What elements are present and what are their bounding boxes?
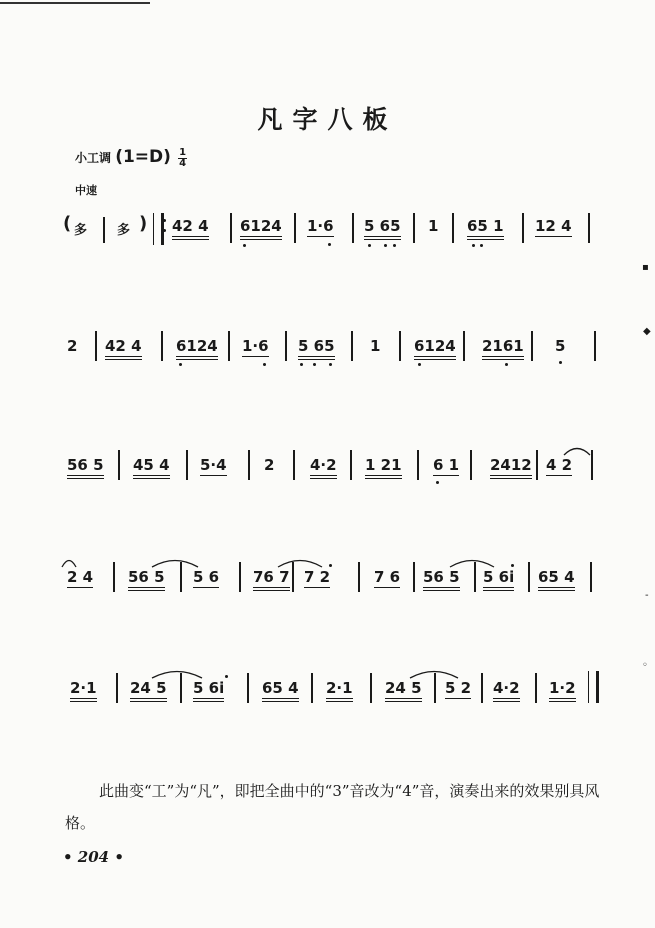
- measure: [310, 456, 337, 479]
- barline: [452, 213, 454, 243]
- octave-dot-high: [511, 564, 514, 567]
- measure-notes: 1·6: [307, 217, 334, 235]
- measure-notes: 5 65: [298, 337, 335, 360]
- octave-dot-low: [480, 244, 483, 247]
- measure-notes: 5 6i: [193, 679, 224, 702]
- octave-dot-low: [472, 244, 475, 247]
- measure: [67, 337, 77, 355]
- barline: [536, 450, 538, 480]
- measure: [414, 337, 456, 360]
- measure: [385, 679, 422, 702]
- measure-notes: 5: [555, 337, 566, 355]
- intro-paren-close: ): [139, 213, 148, 234]
- measure-notes: 6124: [414, 337, 456, 360]
- measure-notes: 56 5: [423, 568, 460, 591]
- measure: [242, 337, 269, 357]
- octave-dot-low: [300, 363, 303, 366]
- tie-slur: [448, 556, 496, 568]
- measure: [298, 337, 335, 360]
- measure-notes: 7 6: [374, 568, 401, 586]
- measure-notes: 1·2: [549, 679, 576, 702]
- barline: [113, 562, 115, 592]
- measure: [128, 568, 165, 591]
- measure: [253, 568, 290, 591]
- measure-notes: 76 7: [253, 568, 290, 591]
- margin-mark: ◦: [642, 660, 648, 671]
- tie-slur: [150, 667, 204, 679]
- intro-note: 多: [74, 223, 88, 238]
- measure: [240, 217, 282, 240]
- measure-notes: 42 4: [172, 217, 209, 240]
- intro-note: 多: [117, 223, 131, 238]
- key-sig: (1=D): [115, 147, 171, 167]
- barline: [161, 331, 163, 361]
- measure: [493, 679, 520, 702]
- measure: [490, 456, 532, 479]
- barline: [186, 450, 188, 480]
- measure: [433, 456, 459, 476]
- measure-notes: 65 1: [467, 217, 504, 240]
- measure-notes: 65 4: [262, 679, 299, 702]
- repeat-dots: [163, 215, 166, 235]
- measure-notes: 24 5: [130, 679, 167, 702]
- measure: [105, 337, 142, 360]
- measure-notes: 2 4: [67, 568, 94, 586]
- measure: [482, 337, 524, 360]
- barline: [588, 213, 590, 243]
- measure: [326, 679, 353, 702]
- octave-dot-low: [393, 244, 396, 247]
- barline: [239, 562, 241, 592]
- measure-notes: 2·1: [70, 679, 97, 702]
- barline: [116, 673, 118, 703]
- measure-notes: 4 2: [546, 456, 573, 474]
- measure-notes: 4·2: [310, 456, 337, 479]
- barline: [247, 673, 249, 703]
- tie-slur: [150, 556, 200, 568]
- barline: [470, 450, 472, 480]
- barline: [413, 213, 415, 243]
- octave-dot-high: [225, 675, 228, 678]
- octave-dot-low: [328, 243, 331, 246]
- page-number: • 204 •: [63, 848, 124, 866]
- measure: [365, 456, 402, 479]
- barline: [350, 450, 352, 480]
- final-barline: [588, 671, 599, 703]
- barline: [528, 562, 530, 592]
- measure-notes: 5 2: [445, 679, 472, 697]
- measure: [428, 217, 438, 235]
- time-denominator: 4: [179, 158, 187, 169]
- barline: [118, 450, 120, 480]
- measure: [483, 568, 514, 591]
- measure-notes: 42 4: [105, 337, 142, 360]
- measure-notes: 6 1: [433, 456, 460, 474]
- barline: [103, 217, 105, 243]
- barline: [285, 331, 287, 361]
- measure: [67, 456, 104, 479]
- barline: [294, 213, 296, 243]
- tie-slur: [408, 667, 460, 679]
- measure-notes: 24 5: [385, 679, 422, 702]
- measure: [538, 568, 575, 591]
- measure-notes: 2·1: [326, 679, 353, 702]
- octave-dot-low: [179, 363, 182, 366]
- tempo-marking: 中速: [75, 184, 97, 197]
- octave-dot-low: [505, 363, 508, 366]
- barline: [590, 562, 592, 592]
- measure-notes: 2412: [490, 456, 532, 479]
- measure-notes: 2: [67, 337, 78, 355]
- measure-notes: 7 2: [304, 568, 331, 586]
- barline: [531, 331, 533, 361]
- measure-notes: 1·6: [242, 337, 269, 355]
- barline: [228, 331, 230, 361]
- measure: [172, 217, 209, 240]
- octave-dot-high: [329, 564, 332, 567]
- measure-notes: 4·2: [493, 679, 520, 702]
- measure-notes: 2161: [482, 337, 524, 360]
- measure-notes: 1: [370, 337, 381, 355]
- measure: [549, 679, 576, 702]
- measure-notes: 6124: [240, 217, 282, 240]
- measure: [262, 679, 299, 702]
- barline: [230, 213, 232, 243]
- measure: [423, 568, 460, 591]
- octave-dot-low: [368, 244, 371, 247]
- measure: [304, 568, 330, 588]
- octave-dot-low: [243, 244, 246, 247]
- measure: [264, 456, 274, 474]
- barline: [311, 673, 313, 703]
- barline: [293, 450, 295, 480]
- tie-slur: [60, 556, 78, 568]
- octave-dot-low: [329, 363, 332, 366]
- caption-text: 此曲变“工”为“凡”，即把全曲中的“3”音改为“4”音，演奏出来的效果别具风格。: [65, 782, 600, 832]
- margin-mark: ◆: [643, 326, 651, 337]
- octave-dot-low: [436, 481, 439, 484]
- barline: [481, 673, 483, 703]
- tie-slur: [562, 444, 592, 456]
- barline: [95, 331, 97, 361]
- measure: [546, 456, 572, 476]
- measure-notes: 45 4: [133, 456, 170, 479]
- barline: [351, 331, 353, 361]
- barline: [522, 213, 524, 243]
- measure: [130, 679, 167, 702]
- barline: [413, 562, 415, 592]
- barline: [399, 331, 401, 361]
- measure: [193, 679, 224, 702]
- measure: [133, 456, 170, 479]
- measure: [200, 456, 227, 476]
- measure-notes: 5 6i: [483, 568, 514, 591]
- measure-notes: 5·4: [200, 456, 227, 474]
- measure: [193, 568, 219, 588]
- measure: [374, 568, 400, 588]
- measure-notes: 2: [264, 456, 275, 474]
- octave-dot-low: [263, 363, 266, 366]
- barline: [352, 213, 354, 243]
- measure: [364, 217, 401, 240]
- margin-mark: -: [645, 590, 649, 601]
- octave-dot-low: [313, 363, 316, 366]
- measure-notes: 6124: [176, 337, 218, 360]
- measure-notes: 12 4: [535, 217, 572, 235]
- measure-notes: 5 6: [193, 568, 220, 586]
- octave-dot-low: [384, 244, 387, 247]
- time-numerator: 1: [179, 147, 187, 158]
- tie-slur: [276, 556, 324, 568]
- page-title: 凡字八板: [257, 105, 398, 134]
- measure: [555, 337, 565, 355]
- measure-notes: 5 65: [364, 217, 401, 240]
- key-label: 小工调: [75, 151, 112, 165]
- measure: [70, 679, 97, 702]
- measure: [535, 217, 572, 237]
- octave-dot-low: [559, 361, 562, 364]
- barline: [463, 331, 465, 361]
- barline: [370, 673, 372, 703]
- intro-paren-open: (: [63, 213, 72, 234]
- barline: [594, 331, 596, 361]
- measure-notes: 56 5: [128, 568, 165, 591]
- octave-dot-low: [418, 363, 421, 366]
- barline: [358, 562, 360, 592]
- barline: [535, 673, 537, 703]
- barline: [417, 450, 419, 480]
- measure-notes: 1: [428, 217, 439, 235]
- margin-mark: ▪: [642, 262, 649, 273]
- measure-notes: 56 5: [67, 456, 104, 479]
- measure: [445, 679, 471, 699]
- measure: [370, 337, 380, 355]
- measure-notes: 1 21: [365, 456, 402, 479]
- barline: [248, 450, 250, 480]
- measure: [467, 217, 504, 240]
- measure: [67, 568, 93, 588]
- measure: [176, 337, 218, 360]
- measure: [307, 217, 334, 237]
- measure-notes: 65 4: [538, 568, 575, 591]
